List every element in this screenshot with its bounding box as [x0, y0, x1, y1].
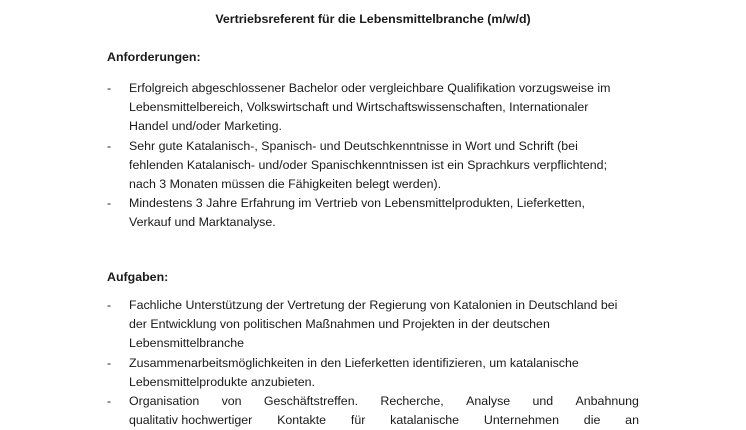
list-item [107, 137, 639, 195]
list-item-line: Mindestens 3 Jahre Erfahrung im Vertrieb von Lebensmittelprodukten, Lieferketten, [129, 196, 585, 211]
list-item-line: Fachliche Unterstützung der Vertretung der Regierung von Katalonien in Deutschland bei [129, 298, 618, 312]
tasks-list [107, 296, 639, 430]
word: Unternehmen [483, 413, 559, 428]
list-dash: - [107, 81, 112, 95]
list-dash: - [107, 394, 112, 409]
list-item-line: Lebensmittelbranche [129, 336, 245, 351]
tasks-heading: Aufgaben: [107, 270, 169, 284]
word: die [583, 413, 601, 428]
list-item-line: nach 3 Monaten müssen die Fähigkeiten belegt werden). [129, 177, 442, 192]
word: Recherche, [380, 394, 444, 409]
list-item [107, 392, 639, 430]
word: von [221, 394, 242, 409]
word: Anbahnung [575, 394, 639, 409]
list-dash: - [107, 196, 112, 211]
word: für [350, 413, 366, 428]
list-item-line: der Entwicklung von politischen Maßnahmen und Projekten in der deutschen [129, 317, 550, 332]
list-item-line: fehlenden Katalanisch- und/oder Spanischkenntnissen ist ein Sprachkurs verpflichtend; [129, 157, 608, 172]
word: und [532, 394, 554, 409]
word: Kontakte [277, 413, 327, 428]
document-title: Vertriebsreferent für die Lebensmittelbranche (m/w/d) [215, 12, 531, 26]
justified-line [129, 392, 639, 411]
requirements-list [107, 79, 639, 233]
word: katalanische [390, 413, 460, 428]
word: qualitativ hochwertiger [129, 413, 253, 428]
list-item [107, 79, 639, 137]
list-item [107, 194, 639, 232]
requirements-heading: Anforderungen: [107, 50, 201, 64]
list-dash: - [107, 298, 112, 312]
list-item-line: Sehr gute Katalanisch-, Spanisch- und Deutschkenntnisse in Wort und Schrift (bei [129, 138, 578, 153]
word: Analyse [466, 394, 511, 409]
list-dash: - [107, 138, 112, 153]
list-item-line: Zusammenarbeitsmöglichkeiten in den Lieferketten identifizieren, um katalanische [129, 355, 579, 370]
list-item-line: Erfolgreich abgeschlossener Bachelor oder vergleichbare Qualifikation vorzugsweise im [129, 81, 611, 95]
list-item-line: Lebensmittelprodukte anzubieten. [129, 374, 315, 389]
word: Organisation [129, 394, 200, 409]
word: Geschäftstreffen. [263, 394, 359, 409]
word: an [625, 413, 639, 428]
list-dash: - [107, 355, 112, 370]
list-item-line: Verkauf und Marktanalyse. [129, 215, 276, 230]
list-item-line: Lebensmittelbereich, Volkswirtschaft und Wirtschaftswissenschaften, Internationaler [129, 100, 589, 115]
list-item-line: Handel und/oder Marketing. [129, 119, 282, 134]
justified-line-cut [129, 411, 639, 430]
list-item [107, 296, 639, 354]
list-item [107, 354, 639, 392]
